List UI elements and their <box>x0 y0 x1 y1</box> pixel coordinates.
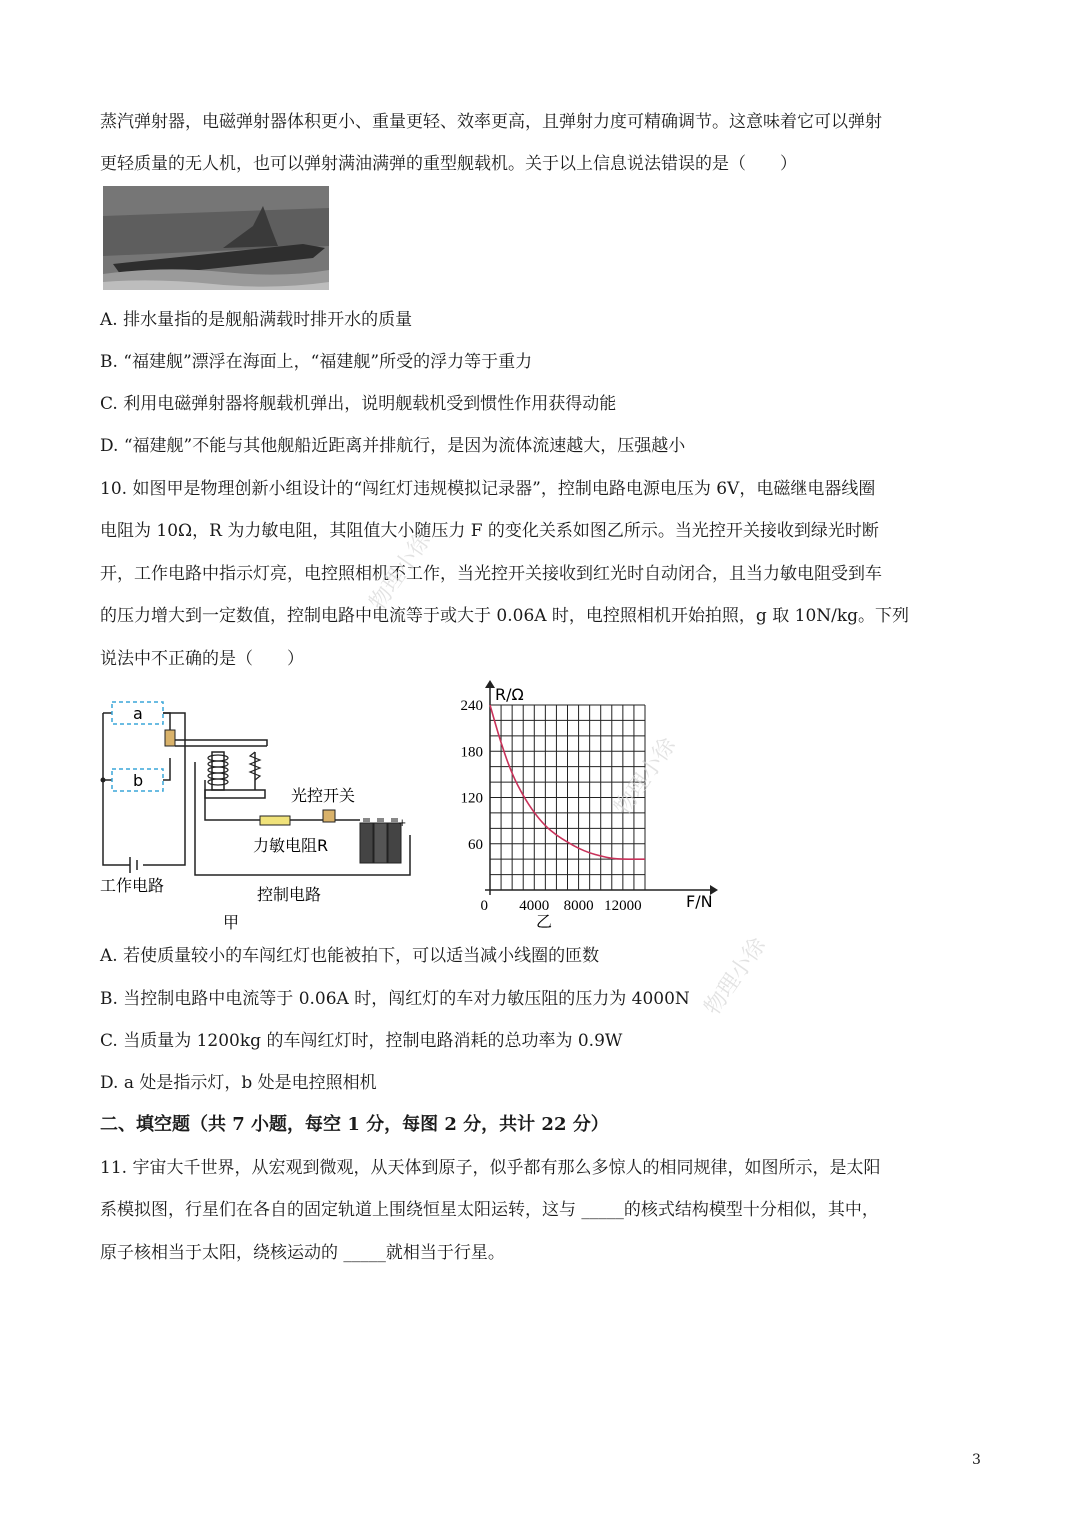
chart-ytick-label: 120 <box>460 790 483 807</box>
q10-text-line-2: 电阻为 10Ω，R 为力敏电阻，其阻值大小随压力 F 的变化关系如图乙所示。当光控开关接收到绿光时断 <box>100 521 879 541</box>
battery-icon <box>360 818 401 863</box>
q10-text-line-4: 的压力增大到一定数值，控制电路中电流等于或大于 0.06A 时，电控照相机开始拍照，g 取 10N/kg。下列 <box>100 606 910 626</box>
q10-option-d: D. a 处是指示灯，b 处是电控照相机 <box>100 1073 377 1093</box>
q9-option-a: A. 排水量指的是舰船满载时排开水的质量 <box>100 310 413 330</box>
chart-xtick-label: 4000 <box>519 898 550 914</box>
watermark-text: 物理小徐 <box>700 933 772 1020</box>
light-switch-label: 光控开关 <box>291 786 356 805</box>
resistor-label: 力敏电阻R <box>253 836 329 855</box>
q11-text-line-2: 系模拟图，行星们在各自的固定轨道上围绕恒星太阳运转，这与 _____的核式结构模型十分相似，其中， <box>100 1200 879 1220</box>
watermark-text: 物理小徐 <box>365 528 437 615</box>
chart-xtick-label: 12000 <box>604 898 642 914</box>
relay-coil <box>208 755 228 785</box>
q10-text-line-1: 10. 如图甲是物理创新小组设计的“闯红灯违规模拟记录器”，控制电路电源电压为 6V，电磁继电器线圈 <box>100 479 876 499</box>
circuit-caption: 甲 <box>223 913 240 932</box>
q9-option-b: B. “福建舰”漂浮在海面上，“福建舰”所受的浮力等于重力 <box>100 352 533 372</box>
chart-caption: 乙 <box>536 912 553 930</box>
page-number: 3 <box>972 1452 981 1468</box>
chart-ytick-label: 240 <box>460 698 483 714</box>
chart-ylabel: R/Ω <box>495 685 524 704</box>
resistance-force-graph <box>440 680 730 930</box>
q10-option-c: C. 当质量为 1200kg 的车闯红灯时，控制电路消耗的总功率为 0.9W <box>100 1031 623 1051</box>
chart-ytick-label: 60 <box>468 836 483 853</box>
chart-axes <box>485 680 718 895</box>
chart-ytick-label: 180 <box>460 744 483 761</box>
q10-option-b: B. 当控制电路中电流等于 0.06A 时，闯红灯的车对力敏压阻的压力为 4000N <box>100 989 690 1009</box>
box-a-label: a <box>133 704 143 723</box>
q9-option-c: C. 利用电磁弹射器将舰载机弹出，说明舰载机受到惯性作用获得动能 <box>100 394 617 414</box>
control-circuit-label: 控制电路 <box>257 885 322 904</box>
section-2-heading: 二、填空题（共 7 小题，每空 1 分，每图 2 分，共计 22 分） <box>100 1114 609 1135</box>
q10-text-line-3: 开，工作电路中指示灯亮，电控照相机不工作，当光控开关接收到红光时自动闭合，且当力敏电阻受到车 <box>100 564 882 584</box>
q11-text-line-1: 11. 宇宙大千世界，从宏观到微观，从天体到原子，似乎都有那么多惊人的相同规律，如图所示，是太阳 <box>100 1158 881 1178</box>
chart-xtick-label: 0 <box>480 898 488 914</box>
light-switch <box>323 810 335 822</box>
q9-text-line-1: 蒸汽弹射器，电磁弹射器体积更小、重量更轻、效率更高，且弹射力度可精确调节。这意味着它可以弹射 <box>100 112 882 132</box>
aircraft-carrier-photo <box>103 186 329 290</box>
q10-option-a: A. 若使质量较小的车闯红灯也能被拍下，可以适当减小线圈的匝数 <box>100 946 600 966</box>
q10-text-line-5: 说法中不正确的是（ ） <box>100 649 304 669</box>
circuit-diagram <box>95 690 435 940</box>
q9-option-d: D. “福建舰”不能与其他舰船近距离并排航行，是因为流体流速越大，压强越小 <box>100 436 686 456</box>
force-resistor <box>260 816 290 825</box>
q11-text-line-3: 原子核相当于太阳，绕核运动的 _____就相当于行星。 <box>100 1243 505 1263</box>
battery-plus-label: + <box>398 818 407 829</box>
y-axis-arrow-icon <box>485 680 495 688</box>
q9-text-line-2: 更轻质量的无人机，也可以弹射满油满弹的重型舰载机。关于以上信息说法错误的是（ ） <box>100 154 797 174</box>
box-b-label: b <box>133 771 144 790</box>
work-circuit-label: 工作电路 <box>100 876 165 895</box>
chart-xlabel: F/N <box>686 892 713 911</box>
chart-xtick-label: 8000 <box>563 898 594 914</box>
watermark-text: 物理小徐 <box>610 733 682 820</box>
